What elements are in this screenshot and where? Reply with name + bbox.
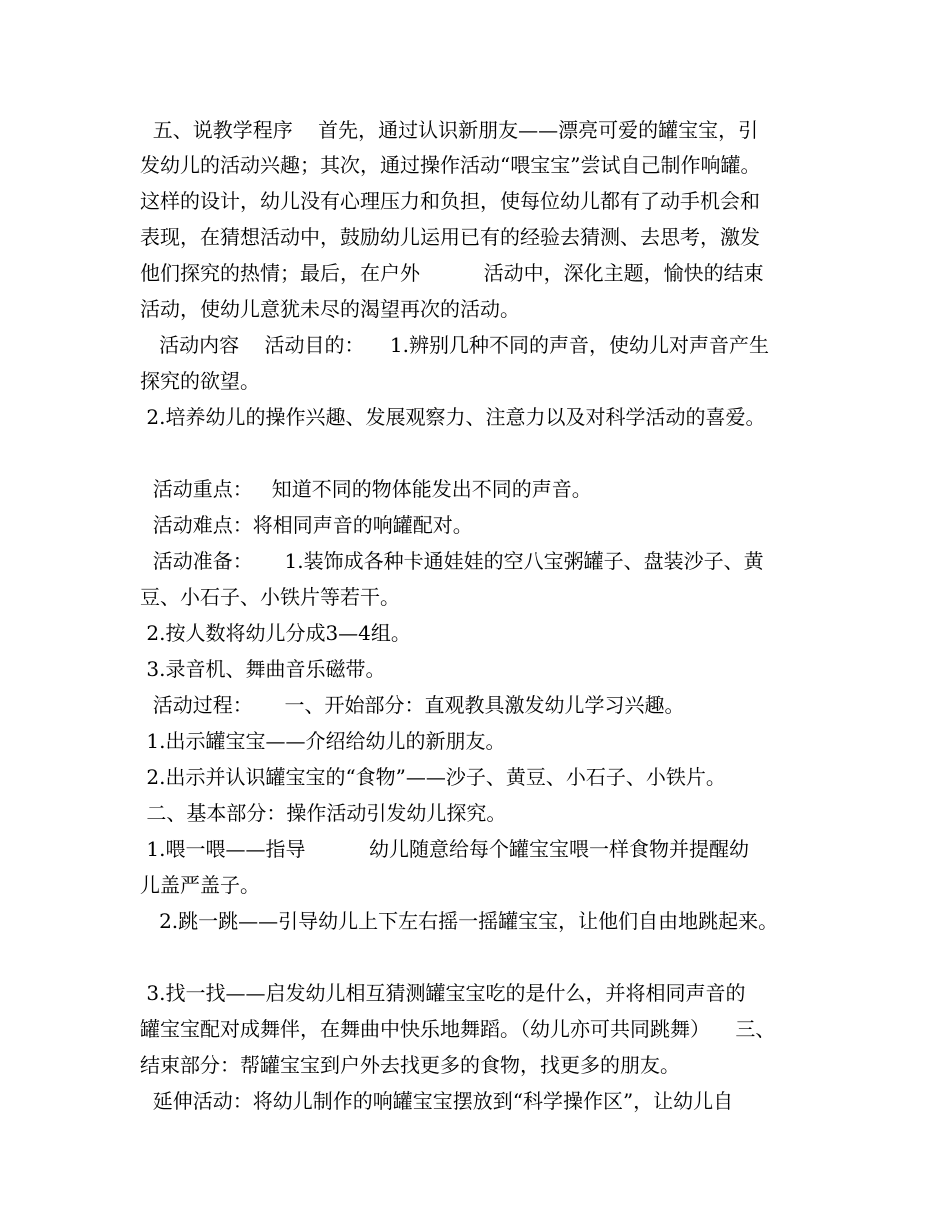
text-line: 探究的欲望。	[140, 369, 260, 393]
text-line: 2.跳一跳——引导幼儿上下左右摇一摇罐宝宝，让他们自由地跳起来。	[140, 909, 779, 933]
text-line: 延伸活动：将幼儿制作的响罐宝宝摆放到“科学操作区”，让幼儿自	[140, 1089, 734, 1113]
text-line: 儿盖严盖子。	[140, 873, 260, 897]
text-line: 二、基本部分：操作活动引发幼儿探究。	[140, 801, 507, 825]
text-line: 3.找一找——启发幼儿相互猜测罐宝宝吃的是什么，并将相同声音的	[140, 981, 746, 1005]
text-line: 发幼儿的活动兴趣；其次，通过操作活动“喂宝宝”尝试自己制作响罐。	[140, 153, 761, 177]
text-line: 他们探究的热情；最后，在户外 活动中，深化主题，愉快的结束	[140, 261, 764, 285]
text-line: 这样的设计，幼儿没有心理压力和负担，使每位幼儿都有了动手机会和	[140, 189, 760, 213]
text-line: 1.喂一喂——指导 幼儿随意给每个罐宝宝喂一样食物并提醒幼	[140, 837, 750, 861]
text-line: 豆、小石子、小铁片等若干。	[140, 585, 400, 609]
text-line: 2.培养幼儿的操作兴趣、发展观察力、注意力以及对科学活动的喜爱。	[140, 405, 766, 429]
text-line: 2.出示并认识罐宝宝的“食物”——沙子、黄豆、小石子、小铁片。	[140, 765, 726, 789]
text-line: 活动准备： 1.装饰成各种卡通娃娃的空八宝粥罐子、盘装沙子、黄	[140, 549, 764, 573]
text-line: 罐宝宝配对成舞伴，在舞曲中快乐地舞蹈。（幼儿亦可共同跳舞） 三、	[140, 1017, 776, 1041]
text-line: 3.录音机、舞曲音乐磁带。	[140, 657, 386, 681]
text-line: 结束部分：帮罐宝宝到户外去找更多的食物，找更多的朋友。	[140, 1053, 680, 1077]
text-line: 活动，使幼儿意犹未尽的渴望再次的活动。	[140, 297, 520, 321]
text-line: 活动难点：将相同声音的响罐配对。	[140, 513, 473, 537]
text-line: 五、说教学程序 首先，通过认识新朋友——漂亮可爱的罐宝宝，引	[140, 118, 759, 142]
text-line: 表现，在猜想活动中，鼓励幼儿运用已有的经验去猜测、去思考，激发	[140, 225, 760, 249]
text-line: 活动重点： 知道不同的物体能发出不同的声音。	[140, 477, 592, 501]
text-line: 2.按人数将幼儿分成3—4组。	[140, 621, 411, 645]
text-line: 1.出示罐宝宝——介绍给幼儿的新朋友。	[140, 729, 506, 753]
text-line: 活动过程： 一、开始部分：直观教具激发幼儿学习兴趣。	[140, 693, 685, 717]
text-line: 活动内容 活动目的： 1.辨别几种不同的声音，使幼儿对声音产生	[140, 333, 770, 357]
